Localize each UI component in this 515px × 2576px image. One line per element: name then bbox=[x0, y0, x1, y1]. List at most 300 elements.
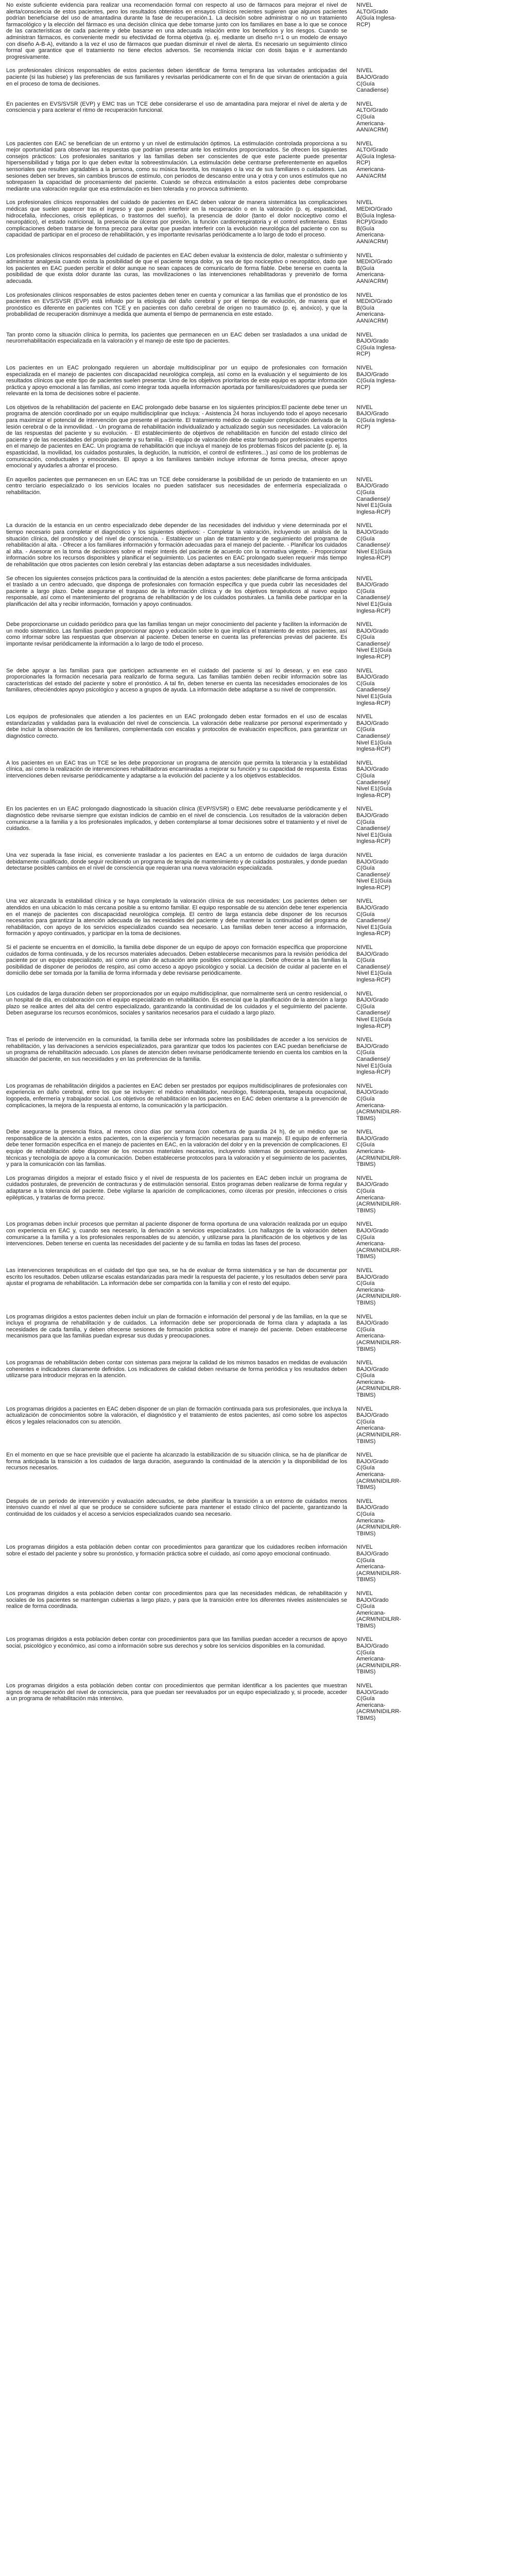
recommendation-text: La duración de la estancia en un centro especializado debe depender de las necesidades del individuo y viene determinada por el tiempo necesario para completar el diagnóstico y los siguientes objetivos: - Completar la valoración, incluyendo un análisis de la situación clínica, del pronóstico y del nivel de consciencia. - Establecer un plan de tratamiento y de seguimiento del programa de rehabilitación al alta. - Ofrecer a los familiares información y formación adecuadas para el manejo del paciente. - Planificar los cuidados al alta. - Asesorar en la toma de decisiones sobre el mejor interés del paciente de acuerdo con la normativa vigente. - Proporcionar información sobre los recursos disponibles y planificar el seguimiento. Los pacientes en EAC prolongado suelen requerir más tiempo de rehabilitación que otros pacientes con lesión cerebral y las estancias deben adaptarse a sus necesidades individuales. bbox=[6, 522, 347, 568]
evidence-level-line: Canadiense)/ bbox=[356, 687, 390, 693]
evidence-level-line: NIVEL bbox=[356, 714, 373, 720]
evidence-level-line: C(Guía bbox=[356, 1280, 375, 1287]
recommendation-text: Tan pronto como la situación clínica lo permita, los pacientes que permanecen en un EAC deben ser trasladados a una unidad de neurorrehabilitación especializada en la valoración y el manejo de este tipo de pacientes. bbox=[6, 331, 347, 345]
evidence-level-line: Nivel E1(Guía bbox=[356, 786, 392, 792]
evidence-level-line: Americana- bbox=[356, 1517, 386, 1524]
recommendation-row bbox=[6, 806, 510, 845]
evidence-level-line: B(Guía bbox=[356, 304, 374, 311]
recommendation-text: Después de un periodo de intervención y evaluación adecuados, se debe planificar la transición a un entorno de cuidados menos intensivo cuando el nivel al que se produce se considere suficiente para mantener el estado clínico del paciente, garantizando la continuidad de los cuidados y el acceso a servicios especializados cuando sea necesario. bbox=[6, 1498, 347, 1517]
recommendation-text: Los profesionales clínicos responsables del cuidado de pacientes en EAC deben evaluar la existencia de dolor, malestar o sufrimiento y administrar analgesia cuando exista la posibilidad de que el paciente tenga dolor, ya sea de tipo nociceptivo o neuropático, dado que los pacientes en EAC pueden percibir el dolor aunque no sean capaces de comunicarlo de forma fiable. Debe tenerse en cuenta la posibilidad de que exista dolor durante las curas, las movilizaciones o las intervenciones rehabilitadoras y prevenirlo de forma adecuada. bbox=[6, 252, 347, 284]
evidence-level-line: Nivel E1(Guía bbox=[356, 601, 392, 607]
evidence-level-line: Inglesa-RCP) bbox=[356, 509, 391, 515]
evidence-level-line: Americana- bbox=[356, 1656, 386, 1663]
recommendation-row bbox=[6, 522, 510, 568]
recommendation-row bbox=[6, 1221, 510, 1260]
evidence-level-line: NIVEL bbox=[356, 575, 373, 582]
evidence-level bbox=[356, 714, 510, 753]
evidence-level-line: AAN/ACRM) bbox=[356, 127, 388, 133]
evidence-level-line: C(Guía bbox=[356, 535, 375, 542]
evidence-level-line: Americana- bbox=[356, 232, 386, 239]
evidence-level-line: RCP)/Grado bbox=[356, 219, 388, 226]
evidence-level-line: BAJO/Grado bbox=[356, 1181, 389, 1188]
evidence-level-line: (ACRM/NIDILRR- bbox=[356, 1662, 401, 1669]
recommendations-table bbox=[6, 2, 510, 1729]
recommendation-row bbox=[6, 1683, 510, 1722]
evidence-level bbox=[356, 1498, 510, 1537]
recommendation-row bbox=[6, 1129, 510, 1168]
evidence-level-line: BAJO/Grado bbox=[356, 858, 389, 865]
evidence-level-line: (ACRM/NIDILRR- bbox=[356, 1616, 401, 1623]
evidence-level bbox=[356, 1360, 510, 1399]
recommendation-text: Los programas dirigidos a pacientes en EAC deben disponer de un plan de formación continuada para sus profesionales, que incluya la actualización de conocimientos sobre la valoración, el diagnóstico y el tratamiento de estos pacientes, así como sobre los aspectos éticos y legales relacionados con su atención. bbox=[6, 1405, 347, 1425]
recommendation-text: Si el paciente se encuentra en el domicilio, la familia debe disponer de un equipo de apoyo con formación específica que proporcione cuidados de forma continuada, y de los recursos materiales adecuados. Deben establecerse mecanismos para la revisión periódica del paciente por un equipo especializado, así como un plan de actuación ante posibles complicaciones. Debe ofrecerse a las familias la posibilidad de disponer de periodos de respiro, así como acceso a apoyo psicológico y social. La decisión de cuidar al paciente en el domicilio debe ser tomada por la familia de forma informada y debe revisarse periódicamente. bbox=[6, 944, 347, 977]
evidence-level-line: Canadiense)/ bbox=[356, 640, 390, 647]
evidence-level-line: C(Guía bbox=[356, 1603, 375, 1610]
evidence-level bbox=[356, 806, 510, 845]
evidence-level-line: Americana- bbox=[356, 1286, 386, 1293]
evidence-level bbox=[356, 141, 510, 193]
evidence-level-line: BAJO/Grado bbox=[356, 1550, 389, 1557]
evidence-level-line: RCP) bbox=[356, 423, 370, 430]
evidence-level-line: C(Guía bbox=[356, 1511, 375, 1517]
evidence-level-line: Canadiense)/ bbox=[356, 1010, 390, 1016]
evidence-level bbox=[356, 101, 510, 133]
evidence-level-line: MEDIO/Grado bbox=[356, 206, 392, 213]
evidence-level-line: Americana- bbox=[356, 1471, 386, 1478]
recommendation-text: En pacientes en EVS/SVSR (EVP) y EMC tras un TCE debe considerarse el uso de amantadina para mejorar el nivel de alerta y de consciencia y para acelerar el ritmo de recuperación funcional. bbox=[6, 100, 347, 114]
evidence-level-line: C(Guía bbox=[356, 772, 375, 779]
evidence-level-line: RCP) bbox=[356, 21, 370, 28]
evidence-level-line: TBIMS) bbox=[356, 1484, 376, 1491]
recommendation-row bbox=[6, 252, 510, 285]
evidence-level-line: MEDIO/Grado bbox=[356, 259, 392, 265]
evidence-level-line: Canadiense)/ bbox=[356, 542, 390, 549]
evidence-level-line: Nivel E1(Guía bbox=[356, 647, 392, 654]
evidence-level bbox=[356, 365, 510, 397]
evidence-level-line: TBIMS) bbox=[356, 1715, 376, 1721]
evidence-level-line: C(Guía bbox=[356, 588, 375, 595]
recommendation-row bbox=[6, 477, 510, 516]
evidence-level-line: BAJO/Grado bbox=[356, 1643, 389, 1650]
evidence-level-line: Inglesa-RCP) bbox=[356, 700, 391, 706]
evidence-level-line: TBIMS) bbox=[356, 1669, 376, 1675]
recommendation-text: A los pacientes en un EAC tras un TCE se les debe proporcionar un programa de atención que permita la tolerancia y la estabilidad clínica, así como la realización de intervenciones rehabilitadoras encaminadas a mejorar su función y su capacidad de respuesta. Estas intervenciones deben revisarse periódicamente y adaptarse a la evolución del paciente y a los objetivos establecidos. bbox=[6, 759, 347, 779]
evidence-level-line: C(Guía bbox=[356, 1326, 375, 1333]
evidence-level-line: Inglesa-RCP) bbox=[356, 654, 391, 660]
evidence-level-line: Americana- bbox=[356, 1609, 386, 1616]
evidence-level-line: TBIMS) bbox=[356, 1253, 376, 1260]
evidence-level-line: C(Guía bbox=[356, 1003, 375, 1010]
recommendation-text: Los programas deben incluir procesos que permitan al paciente disponer de forma oportuna de una valoración realizada por un equipo con experiencia en EAC y, cuando sea necesario, la derivación a servicios especializados. Los hallazgos de la valoración deben comunicarse a la familia y a los profesionales responsables de su atención, y utilizarse para la planificación de los objetivos y de las intervenciones. Deben tenerse en cuenta las necesidades del paciente y de su familia en todas las fases del proceso. bbox=[6, 1221, 347, 1247]
evidence-level-line: C(Guía Inglesa- bbox=[356, 344, 397, 351]
evidence-level-line: Americana- bbox=[356, 1379, 386, 1385]
evidence-level-line: C(Guía bbox=[356, 1465, 375, 1471]
evidence-level-line: (ACRM/NIDILRR- bbox=[356, 1385, 401, 1392]
evidence-level-line: C(Guía bbox=[356, 1095, 375, 1102]
evidence-level-line: Canadiense)/ bbox=[356, 963, 390, 970]
evidence-level bbox=[356, 1129, 510, 1168]
evidence-level bbox=[356, 944, 510, 984]
evidence-level-line: Americana- bbox=[356, 272, 386, 278]
evidence-level bbox=[356, 852, 510, 891]
evidence-level-line: BAJO/Grado bbox=[356, 720, 389, 726]
recommendation-row bbox=[6, 760, 510, 799]
evidence-level-line: Canadiense) bbox=[356, 87, 389, 94]
evidence-level-line: NIVEL bbox=[356, 667, 373, 674]
evidence-level-line: BAJO/Grado bbox=[356, 905, 389, 911]
evidence-level-line: Canadiense)/ bbox=[356, 1056, 390, 1062]
evidence-level-line: B(Guía Inglesa- bbox=[356, 212, 397, 219]
evidence-level-line: Canadiense)/ bbox=[356, 918, 390, 924]
recommendation-text: Los programas dirigidos a esta población deben contar con procedimientos para que las familias puedan acceder a recursos de apoyo social, psicológico y económico, así como a información sobre sus derechos y sobre los servicios disponibles en la comunidad. bbox=[6, 1636, 347, 1650]
evidence-level-line: BAJO/Grado bbox=[356, 1274, 389, 1280]
recommendation-row bbox=[6, 621, 510, 660]
evidence-level bbox=[356, 1314, 510, 1353]
evidence-level-line: Inglesa-RCP) bbox=[356, 838, 391, 845]
recommendation-row bbox=[6, 292, 510, 325]
recommendation-row bbox=[6, 101, 510, 133]
recommendation-text: Los profesionales clínicos responsables de estos pacientes deben identificar de forma temprana las voluntades anticipadas del paciente (si las hubiese) y las preferencias de sus familiares y revisarlas periódicamente con el fin de que sirvan de orientación a guía en el proceso de toma de decisiones. bbox=[6, 67, 347, 87]
evidence-level bbox=[356, 668, 510, 707]
evidence-level-line: MEDIO/Grado bbox=[356, 298, 392, 305]
evidence-level-line: (ACRM/NIDILRR- bbox=[356, 1339, 401, 1346]
evidence-level bbox=[356, 522, 510, 568]
evidence-level bbox=[356, 199, 510, 245]
evidence-level-line: BAJO/Grado bbox=[356, 1228, 389, 1234]
recommendation-text: Los objetivos de la rehabilitación del paciente en EAC prolongado debe basarse en los siguientes principios:El paciente debe tener un programa de atención coordinado por un equipo multidisciplinar que incluya: - Asistencia 24 horas incluyendo todo el apoyo necesario para maximizar el potencial de intervención que presente el paciente. El tratamiento médico de cualquier complicación derivada de la lesión cerebral o de la inmovilidad. - Un programa de rehabilitación individualizado y actualizado según sus necesidades. La valoración de las respuestas del paciente y su evolución. - El establecimiento de objetivos de rehabilitación en función del estado clínico del paciente y de las necesidades del propio paciente y su familia. - El equipo de valoración debe estar formado por profesionales expertos en el manejo de pacientes en EAC. Un programa de rehabilitación que incluya el manejo de los problemas físicos del paciente (p. ej. la espasticidad, la movilidad, los cuidados posturales, la deglución, la nutrición, el control de esfínteres...) así como de los problemas de comunicación, conductuales y emocionales. El apoyo a los familiares también incluye informar de forma precisa, ofrecer apoyo emocional y ayudarles a afrontar el proceso. bbox=[6, 404, 347, 469]
recommendation-text: Los programas dirigidos a estos pacientes deben incluir un plan de formación e información del personal y de las familias, en la que se incluya el programa de rehabilitación y de cuidados. La información debe ser proporcionada de forma clara y adaptada a las necesidades de cada familia, y deben ofrecerse sesiones de formación práctica sobre el manejo del paciente. Deben establecerse mecanismos para que las familias puedan expresar sus dudas y preocupaciones. bbox=[6, 1313, 347, 1340]
evidence-level bbox=[356, 898, 510, 937]
evidence-level-line: TBIMS) bbox=[356, 1161, 376, 1168]
evidence-level-line: C(Guía bbox=[356, 489, 375, 496]
evidence-level bbox=[356, 621, 510, 660]
recommendation-row bbox=[6, 1544, 510, 1583]
evidence-level bbox=[356, 2, 510, 60]
recommendation-text: Los programas dirigidos a mejorar el estado físico y el nivel de respuesta de los pacientes en EAC deben incluir un programa de cuidados posturales, de prevención de contracturas y de estimulación sensorial. Estos programas deben realizarse de forma regular y adaptarse a la tolerancia del paciente. Debe vigilarse la aparición de complicaciones, como úlceras por presión, infecciones o crisis epilépticas, y tratarlas de forma precoz. bbox=[6, 1175, 347, 1201]
evidence-level-line: C(Guía bbox=[356, 957, 375, 964]
recommendation-text: En aquellos pacientes que permanecen en un EAC tras un TCE debe considerarse la posibilidad de un periodo de tratamiento en un centro terciario especializado o los servicios locales no pueden satisfacer sus necesidades de enfermería especializada o rehabilitación. bbox=[6, 476, 347, 496]
evidence-level-line: AAN/ACRM) bbox=[356, 317, 388, 324]
evidence-level-line: NIVEL bbox=[356, 1313, 373, 1320]
evidence-level-line: BAJO/Grado bbox=[356, 1689, 389, 1696]
evidence-level-line: BAJO/Grado bbox=[356, 997, 389, 1004]
recommendation-text: Los programas dirigidos a esta población deben contar con procedimientos para garantizar que los cuidadores reciben información sobre el estado del paciente y sobre su pronóstico, y formación práctica sobre el cuidado, así como apoyo emocional continuado. bbox=[6, 1544, 347, 1557]
recommendation-row bbox=[6, 365, 510, 397]
evidence-level-line: NIVEL bbox=[356, 944, 373, 951]
recommendation-text: Los programas de rehabilitación deben contar con sistemas para mejorar la calidad de los mismos basados en medidas de evaluación coherentes e indicadores claramente definidos. Los indicadores de calidad deben revisarse de forma periódica y los resultados deben utilizarse para introducir mejoras en la atención. bbox=[6, 1360, 347, 1379]
recommendation-text: En los pacientes en un EAC prolongado diagnosticado la situación clínica (EVP/SVSR) o EMC debe reevaluarse periódicamente y el diagnóstico debe revisarse siempre que existan indicios de cambio en el nivel de consciencia. Los resultados de la valoración deben comunicarse a la familia y a los profesionales implicados, y deben contemplarse al tomar decisiones sobre el tratamiento y el nivel de cuidados. bbox=[6, 806, 347, 832]
evidence-level-line: NIVEL bbox=[356, 806, 373, 812]
evidence-level-line: NIVEL bbox=[356, 67, 373, 74]
evidence-level bbox=[356, 1683, 510, 1722]
evidence-level-line: C(Guía bbox=[356, 1142, 375, 1148]
evidence-level-line: BAJO/Grado bbox=[356, 1504, 389, 1511]
evidence-level-line: (ACRM/NIDILRR- bbox=[356, 1478, 401, 1484]
recommendation-row bbox=[6, 199, 510, 245]
evidence-level-line: NIVEL bbox=[356, 1267, 373, 1274]
evidence-level-line: BAJO/Grado bbox=[356, 74, 389, 80]
evidence-level-line: BAJO/Grado bbox=[356, 1412, 389, 1419]
evidence-level-line: (ACRM/NIDILRR- bbox=[356, 1247, 401, 1253]
evidence-level bbox=[356, 252, 510, 285]
evidence-level-line: NIVEL bbox=[356, 100, 373, 107]
evidence-level-line: Americana- bbox=[356, 1564, 386, 1570]
evidence-level-line: TBIMS) bbox=[356, 1299, 376, 1306]
evidence-level-line: NIVEL bbox=[356, 1544, 373, 1551]
recommendation-text: Los pacientes con EAC se benefician de un entorno y un nivel de estimulación óptimos. La estimulación controlada proporciona a su mejor oportunidad para observar las respuestas que podrían presentar ante los estímulos proporcionados. Se ofrecen los siguientes consejos prácticos: Los profesionales sanitarios y las familias deben ser conscientes de que este paciente puede presentar hipersensibilidad y fatiga por lo que deben evitar la sobreestimulación. La estimulación debe centrarse preferentemente en aquellos sensoriales que resulten agradables a la persona, como su música favorita, los masajes o la voz de sus familiares o cuidadores. Las sesiones deben ser breves, sin cambios bruscos de estímulo, con períodos de descanso entre una y otra y con unos estímulos que no sobrepasen la capacidad de procesamiento del paciente. Cuando se ofrezca estimulación a estos pacientes debe comprobarse mediante una valoración regular que esa estimulación es bien tolerada y no provoca sufrimiento. bbox=[6, 140, 347, 192]
recommendation-row bbox=[6, 714, 510, 753]
evidence-level-line: TBIMS) bbox=[356, 1346, 376, 1352]
evidence-level-line: AAN/ACRM) bbox=[356, 239, 388, 245]
recommendation-row bbox=[6, 404, 510, 469]
recommendation-row bbox=[6, 852, 510, 891]
evidence-level-line: C(Guía bbox=[356, 113, 375, 120]
evidence-level-line: C(Guía Inglesa- bbox=[356, 417, 397, 424]
evidence-level-line: BAJO/Grado bbox=[356, 674, 389, 681]
evidence-level-line: C(Guía bbox=[356, 680, 375, 687]
evidence-level bbox=[356, 575, 510, 615]
recommendation-text: Una vez superada la fase inicial, es conveniente trasladar a los pacientes en EAC a un entorno de cuidados de larga duración debidamente cualificado, donde seguir recibiendo un programa de terapia de mantenimiento y de cuidados posturales, y donde puedan detectarse posibles cambios en el nivel de consciencia que requieran una nueva valoración especializada. bbox=[6, 852, 347, 872]
evidence-level-line: Americana- bbox=[356, 311, 386, 318]
evidence-level-line: C(Guía bbox=[356, 1234, 375, 1241]
evidence-level-line: Americana- bbox=[356, 120, 386, 127]
evidence-level-line: Americana- bbox=[356, 166, 386, 173]
evidence-level-line: Nivel E1(Guía bbox=[356, 878, 392, 885]
evidence-level-line: Nivel E1(Guía bbox=[356, 1016, 392, 1023]
evidence-level-line: (ACRM/NIDILRR- bbox=[356, 1524, 401, 1531]
recommendation-text: Debe asegurarse la presencia física, al menos cinco días por semana (con cobertura de guardia 24 h), de un médico que se responsabilice de la atención a estos pacientes, con la experiencia y formación necesarias para su manejo. El equipo de enfermería debe tener formación específica en el manejo de pacientes en EAC, en la valoración del dolor y en la prevención de complicaciones. El equipo de rehabilitación debe disponer de los recursos materiales necesarios, incluyendo sistemas de posicionamiento, ayudas técnicas y tecnología de apoyo a la comunicación. Deben establecerse protocolos para la valoración y el seguimiento de los pacientes, y para la comunicación con las familias. bbox=[6, 1129, 347, 1168]
evidence-level-line: C(Guía Inglesa- bbox=[356, 378, 397, 384]
evidence-level-line: NIVEL bbox=[356, 199, 373, 206]
evidence-level-line: C(Guía bbox=[356, 1372, 375, 1379]
evidence-level-line: Canadiense)/ bbox=[356, 779, 390, 786]
recommendation-text: Los programas dirigidos a esta población deben contar con procedimientos que permitan identificar a los pacientes que muestran signos de recuperación del nivel de consciencia, para que puedan ser reevaluados por un equipo especializado y, si procede, acceder a un programa de rehabilitación más intensivo. bbox=[6, 1683, 347, 1702]
recommendation-text: Debe proporcionarse un cuidado periódico para que las familias tengan un mejor conocimiento del paciente y faciliten la información de un modo sistemático. Las familias pueden proporcionar apoyo y educación sobre lo que implica el tratamiento de estos pacientes, así como informar sobre las respuestas que observan al paciente. Deben tenerse en cuenta las preferencias previas del paciente. Es importante revisar periódicamente la información a lo largo de todo el proceso. bbox=[6, 621, 347, 647]
recommendation-row bbox=[6, 575, 510, 615]
recommendation-row bbox=[6, 991, 510, 1030]
recommendation-row bbox=[6, 1452, 510, 1491]
evidence-level bbox=[356, 477, 510, 516]
evidence-level-line: NIVEL bbox=[356, 990, 373, 997]
evidence-level-line: NIVEL bbox=[356, 621, 373, 628]
evidence-level-line: Americana- bbox=[356, 1702, 386, 1708]
evidence-level-line: Americana- bbox=[356, 1102, 386, 1109]
recommendation-text: Los equipos de profesionales que atienden a los pacientes en un EAC prolongado deben estar formados en el uso de escalas estandarizadas y validadas para la evaluación del nivel de consciencia. La valoración debe realizarse por personal experimentado y debe incluir la observación de los familiares, complementada con escalas y protocolos de evaluación específicos, para garantizar un diagnóstico correcto. bbox=[6, 714, 347, 739]
evidence-level-line: NIVEL bbox=[356, 1360, 373, 1366]
recommendation-row bbox=[6, 332, 510, 358]
evidence-level bbox=[356, 1590, 510, 1630]
evidence-level bbox=[356, 991, 510, 1030]
recommendation-text: Se debe apoyar a las familias para que participen activamente en el cuidado del paciente si así lo desean, y en ese caso proporcionarles la formación necesaria para realizarlo de forma segura. Las familias también deben recibir información sobre las características del estado del paciente y sobre el pronóstico. A tal fin, deben tenerse en cuenta las necesidades emocionales de los familiares, ofreciéndoles apoyo psicológico y acceso a grupos de ayuda. La información debe adaptarse a su nivel de comprensión. bbox=[6, 667, 347, 693]
recommendation-text: Los cuidados de larga duración deben ser proporcionados por un equipo multidisciplinar, que normalmente será un centro residencial, o un hospital de día, en colaboración con el equipo especializado en rehabilitación. Es esencial que la planificación de la atención a largo plazo se realice antes del alta del centro especializado, garantizando la continuidad de los cuidados y el seguimiento del paciente. Deben asegurarse los recursos económicos, sociales y sanitarios necesarios para el cuidado a largo plazo. bbox=[6, 990, 347, 1016]
evidence-level-line: NIVEL bbox=[356, 1683, 373, 1689]
evidence-level-line: Canadiense)/ bbox=[356, 871, 390, 878]
evidence-level bbox=[356, 67, 510, 93]
evidence-level-line: Inglesa-RCP) bbox=[356, 746, 391, 753]
evidence-level bbox=[356, 404, 510, 469]
evidence-level-line: TBIMS) bbox=[356, 1392, 376, 1399]
evidence-level-line: NIVEL bbox=[356, 2, 373, 8]
evidence-level bbox=[356, 760, 510, 799]
evidence-level-line: BAJO/Grado bbox=[356, 1089, 389, 1096]
evidence-level-line: Americana- bbox=[356, 1148, 386, 1155]
evidence-level-line: BAJO/Grado bbox=[356, 1366, 389, 1372]
evidence-level-line: C(Guía bbox=[356, 1049, 375, 1056]
evidence-level-line: NIVEL bbox=[356, 1037, 373, 1043]
evidence-level-line: NIVEL bbox=[356, 252, 373, 259]
evidence-level-line: Americana- bbox=[356, 1425, 386, 1432]
evidence-level-line: C(Guía bbox=[356, 1649, 375, 1656]
evidence-level-line: Canadiense)/ bbox=[356, 733, 390, 739]
recommendation-row bbox=[6, 1498, 510, 1537]
evidence-level-line: NIVEL bbox=[356, 1129, 373, 1136]
evidence-level-line: BAJO/Grado bbox=[356, 411, 389, 417]
evidence-level-line: NIVEL bbox=[356, 1452, 373, 1459]
evidence-level-line: NIVEL bbox=[356, 522, 373, 529]
recommendation-text: Una vez alcanzada la estabilidad clínica y se haya completado la valoración clínica de sus necesidades: Los pacientes deben ser atendidos en una ubicación lo más cercana posible a su entorno familiar. El equipo responsable de su atención debe tener experiencia en el manejo de pacientes con discapacidad neurológica compleja. El centro de larga estancia debe disponer de los recursos necesarios para garantizar la atención adecuada de las necesidades del paciente y debe mantener la continuidad del programa de rehabilitación, con apoyo de los servicios especializados cuando sea necesario. Las familias deben tener acceso a información, formación y apoyo continuados, y participar en la toma de decisiones. bbox=[6, 898, 347, 937]
evidence-level-line: Canadiense)/ bbox=[356, 595, 390, 601]
evidence-level-line: (ACRM/NIDILRR- bbox=[356, 1570, 401, 1577]
evidence-level bbox=[356, 332, 510, 358]
evidence-level-line: NIVEL bbox=[356, 331, 373, 338]
evidence-level-line: C(Guía bbox=[356, 80, 375, 87]
evidence-level-line: Inglesa-RCP) bbox=[356, 555, 391, 562]
evidence-level-line: NIVEL bbox=[356, 1082, 373, 1089]
evidence-level-line: Americana- bbox=[356, 1333, 386, 1340]
evidence-level bbox=[356, 292, 510, 325]
evidence-level-line: NIVEL bbox=[356, 404, 373, 411]
evidence-level-line: C(Guía bbox=[356, 865, 375, 872]
evidence-level-line: NIVEL bbox=[356, 1498, 373, 1504]
evidence-level-line: BAJO/Grado bbox=[356, 628, 389, 634]
evidence-level-line: B(Guía bbox=[356, 225, 374, 232]
evidence-level-line: (ACRM/NIDILRR- bbox=[356, 1201, 401, 1208]
evidence-level-line: NIVEL bbox=[356, 292, 373, 298]
evidence-level-line: Nivel E1(Guía bbox=[356, 502, 392, 509]
evidence-level-line: Nivel E1(Guía bbox=[356, 924, 392, 930]
recommendation-row bbox=[6, 1083, 510, 1122]
evidence-level bbox=[356, 1544, 510, 1583]
recommendation-text: En el momento en que se hace previsible que el paciente ha alcanzado la estabilización de su situación clínica, se ha de planificar de forma anticipada la transición a los cuidados de larga duración, asegurando la continuidad de la atención y la disponibilidad de los recursos necesarios. bbox=[6, 1452, 347, 1471]
evidence-level-line: AAN/ACRM bbox=[356, 173, 387, 179]
evidence-level-line: Nivel E1(Guía bbox=[356, 1062, 392, 1069]
recommendation-text: Los profesionales clínicos responsables de estos pacientes deben tener en cuenta y comunicar a las familias que el pronóstico de los pacientes en EVS/SVSR (EVP) está influido por la etiología del daño cerebral y por el tiempo de evolución, de manera que el pronóstico es diferente en pacientes con TCE y en pacientes con daño cerebral de origen no traumático (p. ej. anóxico), y que la probabilidad de recuperación disminuye a medida que aumenta el tiempo de permanencia en este estado. bbox=[6, 292, 347, 318]
evidence-level-line: Nivel E1(Guía bbox=[356, 693, 392, 700]
evidence-level-line: C(Guía bbox=[356, 819, 375, 825]
recommendation-row bbox=[6, 668, 510, 707]
recommendation-row bbox=[6, 1590, 510, 1630]
evidence-level-line: Inglesa-RCP) bbox=[356, 792, 391, 799]
evidence-level bbox=[356, 1636, 510, 1675]
evidence-level-line: BAJO/Grado bbox=[356, 582, 389, 588]
evidence-level-line: NIVEL bbox=[356, 852, 373, 858]
recommendation-row bbox=[6, 1360, 510, 1399]
evidence-level-line: A(Guía Inglesa- bbox=[356, 15, 397, 22]
evidence-level-line: Nivel E1(Guía bbox=[356, 739, 392, 746]
evidence-level-line: BAJO/Grado bbox=[356, 371, 389, 378]
evidence-level bbox=[356, 1037, 510, 1076]
recommendation-row bbox=[6, 141, 510, 193]
evidence-level-line: BAJO/Grado bbox=[356, 483, 389, 489]
evidence-level-line: NIVEL bbox=[356, 476, 373, 483]
evidence-level-line: RCP) bbox=[356, 384, 370, 391]
evidence-level-line: (ACRM/NIDILRR- bbox=[356, 1155, 401, 1161]
evidence-level-line: NIVEL bbox=[356, 1405, 373, 1412]
evidence-level-line: ALTO/Grado bbox=[356, 107, 388, 114]
evidence-level-line: ALTO/Grado bbox=[356, 8, 388, 15]
evidence-level-line: NIVEL bbox=[356, 364, 373, 371]
recommendation-text: Se ofrecen los siguientes consejos prácticos para la continuidad de la atención a estos pacientes: debe planificarse de forma anticipada el traslado a un centro adecuado, que disponga de profesionales con formación específica y que pueda cubrir las necesidades del paciente a largo plazo. Debe asegurarse el traspaso de la información clínica y de los objetivos terapéuticos al nuevo equipo responsable, así como el mantenimiento del programa de rehabilitación y de los cuidados posturales. La familia debe participar en la planificación del alta y recibir información, formación y apoyo continuados. bbox=[6, 575, 347, 607]
recommendation-row bbox=[6, 1037, 510, 1076]
evidence-level-line: Inglesa-RCP) bbox=[356, 1023, 391, 1029]
evidence-level-line: Nivel E1(Guía bbox=[356, 548, 392, 555]
evidence-level-line: C(Guía bbox=[356, 726, 375, 733]
evidence-level-line: Nivel E1(Guía bbox=[356, 832, 392, 838]
evidence-level-line: BAJO/Grado bbox=[356, 338, 389, 345]
evidence-level-line: C(Guía bbox=[356, 911, 375, 918]
evidence-level-line: TBIMS) bbox=[356, 1438, 376, 1445]
evidence-level-line: TBIMS) bbox=[356, 1207, 376, 1214]
evidence-level-line: Canadiense)/ bbox=[356, 496, 390, 502]
evidence-level-line: Inglesa-RCP) bbox=[356, 1069, 391, 1076]
recommendation-row bbox=[6, 2, 510, 60]
evidence-level-line: Canadiense)/ bbox=[356, 825, 390, 832]
evidence-level-line: (ACRM/NIDILRR- bbox=[356, 1708, 401, 1715]
evidence-level bbox=[356, 1406, 510, 1445]
evidence-level bbox=[356, 1221, 510, 1260]
recommendation-text: No existe suficiente evidencia para realizar una recomendación formal con respecto al uso de fármacos para mejorar el nivel de alerta/consciencia de estos pacientes, pero los resultados obtenidos en ensayos clínicos recientes sugieren que algunos pacientes podrían beneficiarse del uso de amantadina durante la fase de recuperación.1. La decisión sobre administrar o no un tratamiento farmacológico y la elección del fármaco es una decisión clínica que debe tomarse junto con los familiares en base a lo que se conoce de las características de cada paciente y debe basarse en una adecuada relación entre los beneficios y los riesgos. Cuando se administran fármacos, es conveniente medir su efectividad de forma objetiva (p. ej. mediante un diseño n=1 o un modelo de ensayo con diseño A-B-A), evitando a la vez el uso de fármacos que puedan disminuir el nivel de alerta. Es necesario un seguimiento clínico formal que garantice que el tratamiento no tiene efectos adversos. Se recomienda iniciar con dosis bajas e ir aumentando progresivamente. bbox=[6, 2, 347, 60]
evidence-level-line: BAJO/Grado bbox=[356, 951, 389, 957]
evidence-level-line: TBIMS) bbox=[356, 1530, 376, 1537]
evidence-level-line: NIVEL bbox=[356, 1636, 373, 1643]
evidence-level bbox=[356, 1452, 510, 1491]
evidence-level-line: BAJO/Grado bbox=[356, 1597, 389, 1603]
evidence-level-line: BAJO/Grado bbox=[356, 1043, 389, 1049]
evidence-level-line: ALTO/Grado bbox=[356, 147, 388, 154]
evidence-level-line: NIVEL bbox=[356, 140, 373, 147]
evidence-level-line: A(Guía Inglesa- bbox=[356, 153, 397, 160]
evidence-level-line: Inglesa-RCP) bbox=[356, 607, 391, 614]
evidence-level-line: NIVEL bbox=[356, 759, 373, 766]
evidence-level-line: B(Guía bbox=[356, 265, 374, 272]
evidence-level-line: Inglesa-RCP) bbox=[356, 977, 391, 983]
evidence-level-line: RCP) bbox=[356, 160, 370, 166]
recommendation-row bbox=[6, 1267, 510, 1307]
recommendation-row bbox=[6, 1175, 510, 1214]
evidence-level-line: C(Guía bbox=[356, 1188, 375, 1195]
evidence-level bbox=[356, 1083, 510, 1122]
evidence-level-line: (ACRM/NIDILRR- bbox=[356, 1109, 401, 1115]
evidence-level-line: Inglesa-RCP) bbox=[356, 884, 391, 891]
evidence-level-line: NIVEL bbox=[356, 1175, 373, 1181]
recommendation-text: Los profesionales clínicos responsables del cuidado de pacientes en EAC deben valorar de manera sistemática las complicaciones médicas que suelen aparecer tras el ingreso y que pueden interferir en la recuperación o en la valoración (p. ej. espasticidad, hidrocefalia, infecciones, crisis epilépticas, o trastornos del sueño), la presencia de dolor (tanto el dolor nociceptivo como el neuropático), el estado nutricional, la presencia de úlceras por presión, la función cardiorrespiratoria y el control esfinteriano. Estas complicaciones deben tratarse de forma precoz para evitar que puedan interferir con la evolución neurológica del paciente o con su capacidad de participar en el proceso de rehabilitación, y es importante revisarlas periódicamente a lo largo de todo el proceso. bbox=[6, 199, 347, 239]
recommendation-text: Los programas dirigidos a esta población deben contar con procedimientos para que las necesidades médicas, de rehabilitación y sociales de los pacientes se mantengan cubiertas a largo plazo, y para que la transición entre los diferentes niveles asistenciales se realice de forma coordinada. bbox=[6, 1590, 347, 1610]
evidence-level-line: NIVEL bbox=[356, 898, 373, 905]
evidence-level-line: Americana- bbox=[356, 1194, 386, 1201]
recommendation-row bbox=[6, 1636, 510, 1675]
evidence-level-line: Nivel E1(Guía bbox=[356, 970, 392, 977]
evidence-level-line: C(Guía bbox=[356, 634, 375, 641]
evidence-level-line: AAN/ACRM) bbox=[356, 278, 388, 284]
evidence-level-line: BAJO/Grado bbox=[356, 1135, 389, 1142]
evidence-level-line: Americana- bbox=[356, 1241, 386, 1247]
evidence-level-line: NIVEL bbox=[356, 1221, 373, 1228]
recommendation-row bbox=[6, 67, 510, 93]
recommendation-text: Tras el periodo de intervención en la comunidad, la familia debe ser informada sobre las posibilidades de acceder a los servicios de rehabilitación, y las derivaciones a servicios especializados, para garantizar que todos los pacientes con EAC puedan beneficiarse de un programa de rehabilitación adecuado. Los planes de atención deben revisarse periódicamente teniendo en cuenta los cambios en la situación del paciente, en sus necesidades y en las preferencias de la familia. bbox=[6, 1037, 347, 1062]
recommendation-text: Los programas de rehabilitación dirigidos a pacientes en EAC deben ser prestados por equipos multidisciplinares de profesionales con experiencia en daño cerebral, entre los que se incluyen: el médico rehabilitador, neurólogo, fisioterapeuta, terapeuta ocupacional, logopeda, enfermería y trabajador social. Los objetivos de rehabilitación en los pacientes en EAC deben orientarse a la prevención de complicaciones, la mejora de la respuesta al entorno, la comunicación y la participación. bbox=[6, 1082, 347, 1109]
recommendation-row bbox=[6, 1314, 510, 1353]
recommendation-row bbox=[6, 944, 510, 984]
